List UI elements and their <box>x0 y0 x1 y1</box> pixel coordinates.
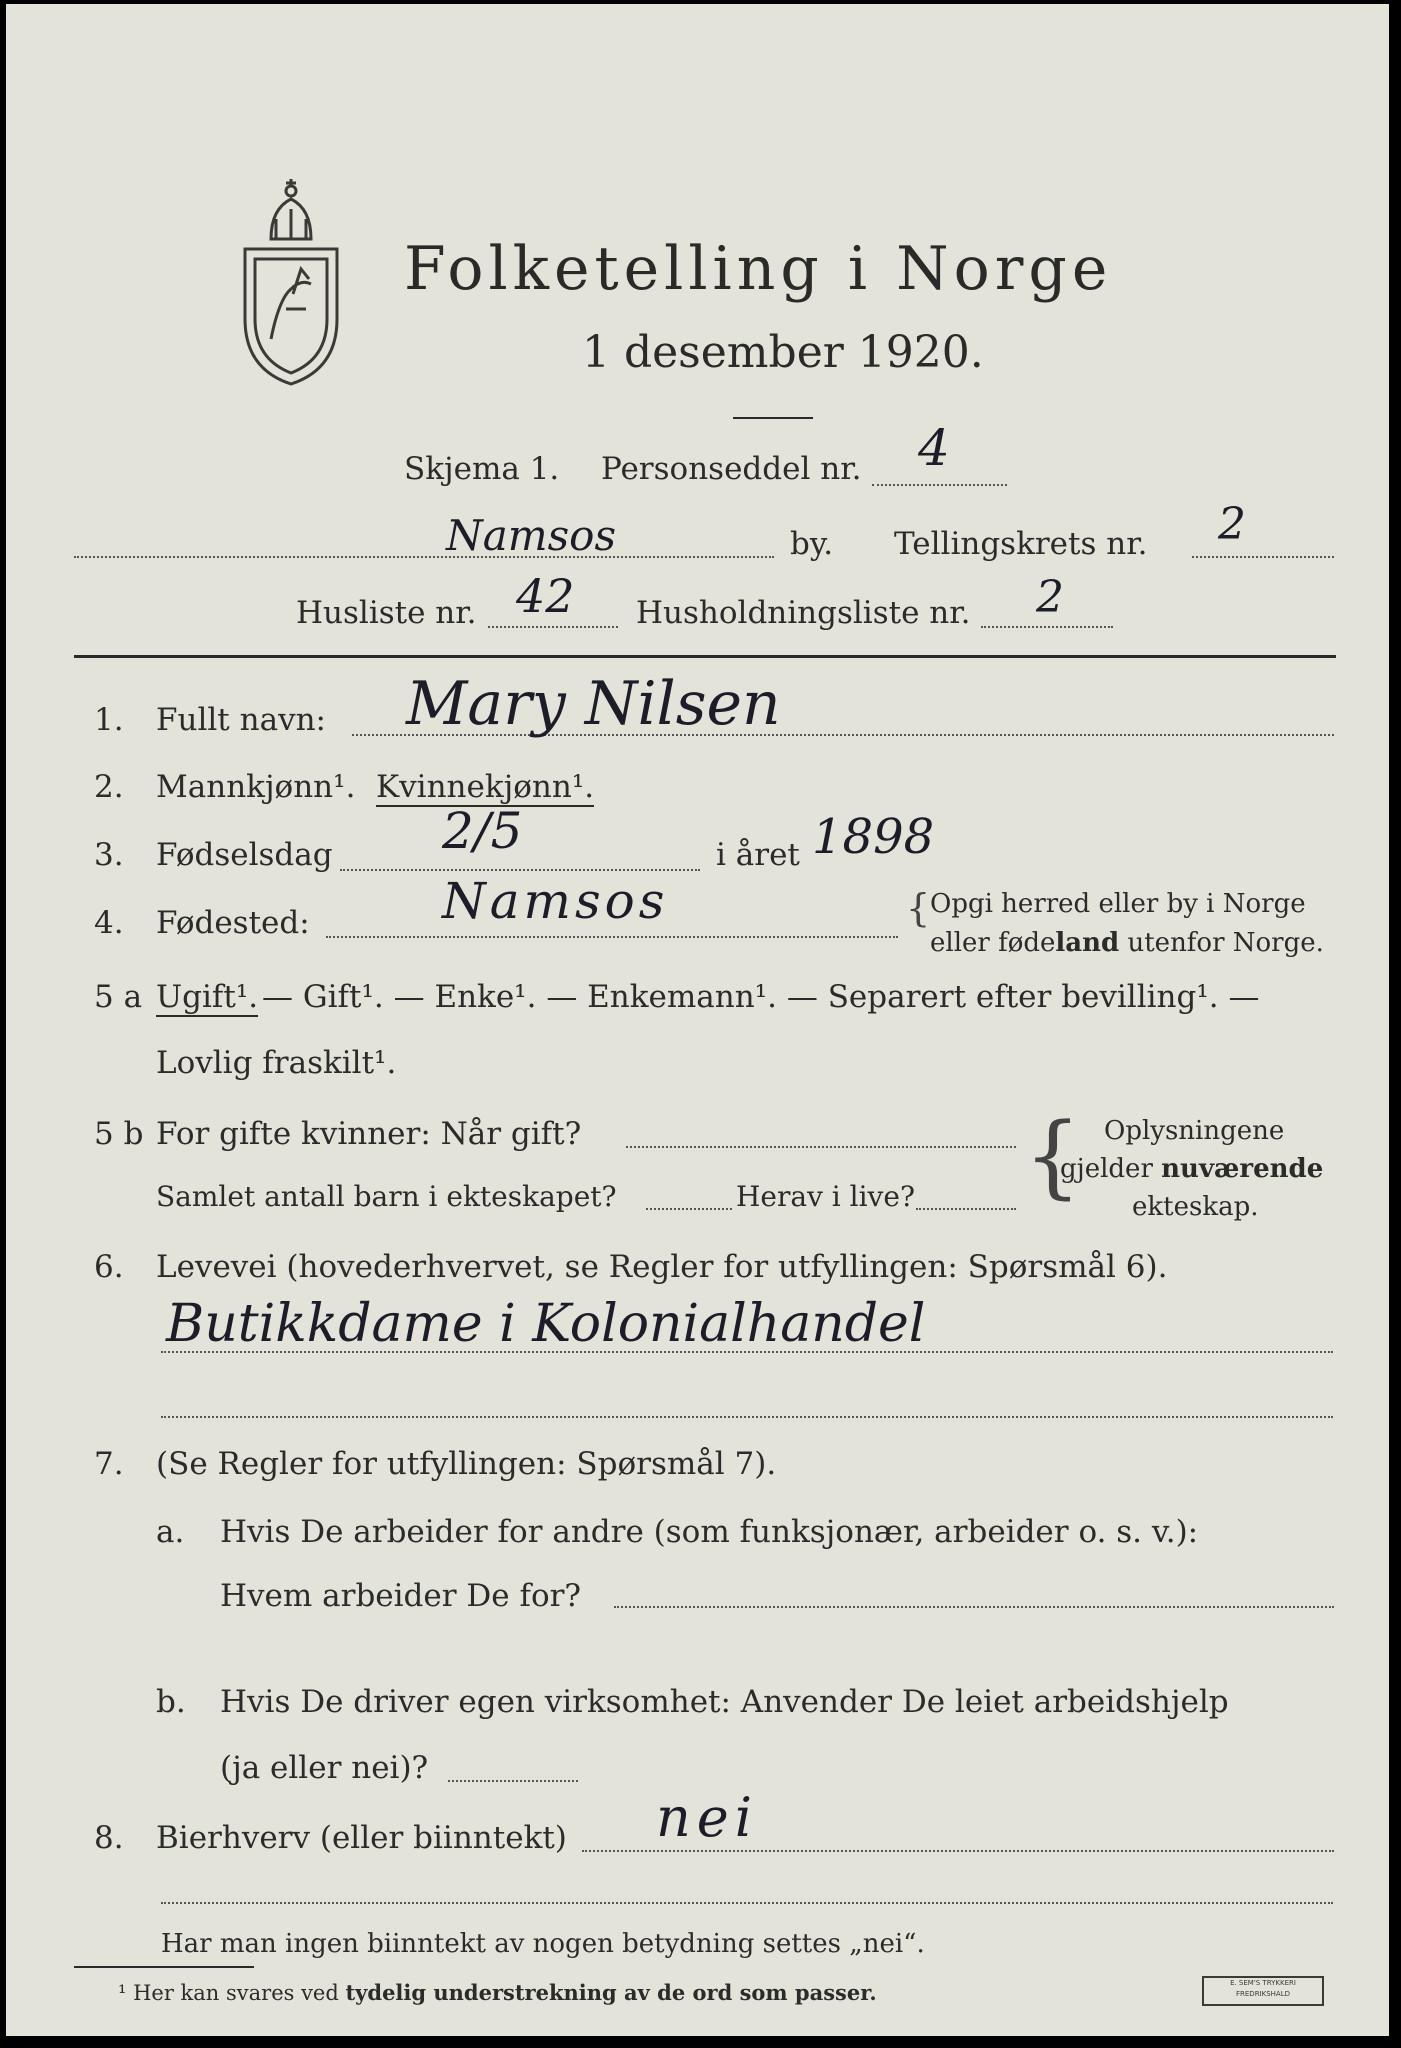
q1-number: 1. <box>94 702 124 738</box>
q4-label: Fødested: <box>156 905 310 941</box>
q1-label: Fullt navn: <box>156 702 326 738</box>
form-title: Folketelling i Norge <box>404 234 1113 304</box>
q4-number: 4. <box>94 905 124 941</box>
printer-stamp-city: FREDRIKSHALD <box>1235 1990 1290 1998</box>
q5b-living-label: Herav i live? <box>736 1180 915 1213</box>
q5b-note-line1: Oplysningene <box>1104 1116 1285 1146</box>
printer-stamp <box>1202 1976 1324 2006</box>
personseddel-label: Personseddel nr. <box>601 451 862 487</box>
occupation-value: Butikkdame i Kolonialhandel <box>166 1294 926 1354</box>
q4-brace: { <box>906 886 931 930</box>
gender-male: Mannkjønn¹. <box>156 769 356 805</box>
birthday-value: 2/5 <box>442 802 523 860</box>
q7b-question: (ja eller nei)? <box>220 1750 429 1786</box>
q7b-text: Hvis De driver egen virksomhet: Anvender De leiet arbeidshjelp <box>220 1684 1229 1720</box>
husholdning-label: Husholdningsliste nr. <box>636 595 971 631</box>
q5b-children-label: Samlet antall barn i ekteskapet? <box>156 1180 617 1213</box>
q5b-note-line2: gjelder nuværende <box>1060 1154 1324 1184</box>
husholdning-value: 2 <box>1036 572 1064 623</box>
birth-year-value: 1898 <box>812 809 935 865</box>
q6-number: 6. <box>94 1249 124 1285</box>
q5a-number: 5 a <box>94 979 143 1015</box>
q7b-letter: b. <box>156 1684 186 1720</box>
footnote: ¹ Her kan svares ved tydelig understrekning av de ord som passer. <box>118 1980 877 2005</box>
gender-female: Kvinnekjønn¹. <box>376 769 595 805</box>
side-income-value: nei <box>656 1786 759 1849</box>
q5b-number: 5 b <box>94 1116 144 1152</box>
q4-note-line1: Opgi herred eller by i Norge <box>930 889 1306 919</box>
tellingskrets-label: Tellingskrets nr. <box>894 526 1148 562</box>
year-label: i året <box>716 837 800 873</box>
title-divider <box>733 417 813 419</box>
tellingskrets-value: 2 <box>1218 499 1246 550</box>
census-date: 1 desember 1920. <box>582 327 984 378</box>
personseddel-value: 4 <box>918 419 950 477</box>
birthplace-value: Namsos <box>442 872 669 930</box>
printer-stamp-name: E. SEM'S TRYKKERI <box>1230 1979 1296 1987</box>
marital-ugift: Ugift¹. <box>156 979 259 1015</box>
husliste-label: Husliste nr. <box>296 595 477 631</box>
header-rule <box>74 655 1336 658</box>
q8-number: 8. <box>94 1820 124 1856</box>
q3-label: Fødselsdag <box>156 837 333 873</box>
census-form <box>6 4 1389 2036</box>
q6-label: Levevei (hovederhvervet, se Regler for utfyllingen: Spørsmål 6). <box>156 1249 1168 1285</box>
husliste-value: 42 <box>516 569 575 623</box>
q7a-letter: a. <box>156 1514 185 1550</box>
q7a-question: Hvem arbeider De for? <box>220 1578 582 1614</box>
full-name-value: Mary Nilsen <box>406 669 781 739</box>
q7a-text: Hvis De arbeider for andre (som funksjonær, arbeider o. s. v.): <box>220 1514 1199 1550</box>
q8-label: Bierhverv (eller biinntekt) <box>156 1820 567 1856</box>
by-value: Namsos <box>446 511 617 560</box>
q5b-brace: { <box>1024 1104 1082 1209</box>
marital-divorced: Lovlig fraskilt¹. <box>156 1045 397 1081</box>
q5b-married-label: For gifte kvinner: Når gift? <box>156 1116 582 1152</box>
q4-note-line2: eller fødeland utenfor Norge. <box>930 928 1324 958</box>
norwegian-coat-of-arms-icon <box>231 169 351 389</box>
q7-label: (Se Regler for utfyllingen: Spørsmål 7). <box>156 1446 777 1482</box>
skjema-label: Skjema 1. <box>404 451 560 487</box>
by-label: by. <box>790 526 834 562</box>
marital-options: — Gift¹. — Enke¹. — Enkemann¹. — Separert efter bevilling¹. — <box>262 979 1260 1015</box>
q5b-note-line3: ekteskap. <box>1132 1192 1259 1222</box>
q2-number: 2. <box>94 769 124 805</box>
footer-note: Har man ingen biinntekt av nogen betydning settes „nei“. <box>161 1929 925 1959</box>
q3-number: 3. <box>94 837 124 873</box>
q7-number: 7. <box>94 1446 124 1482</box>
